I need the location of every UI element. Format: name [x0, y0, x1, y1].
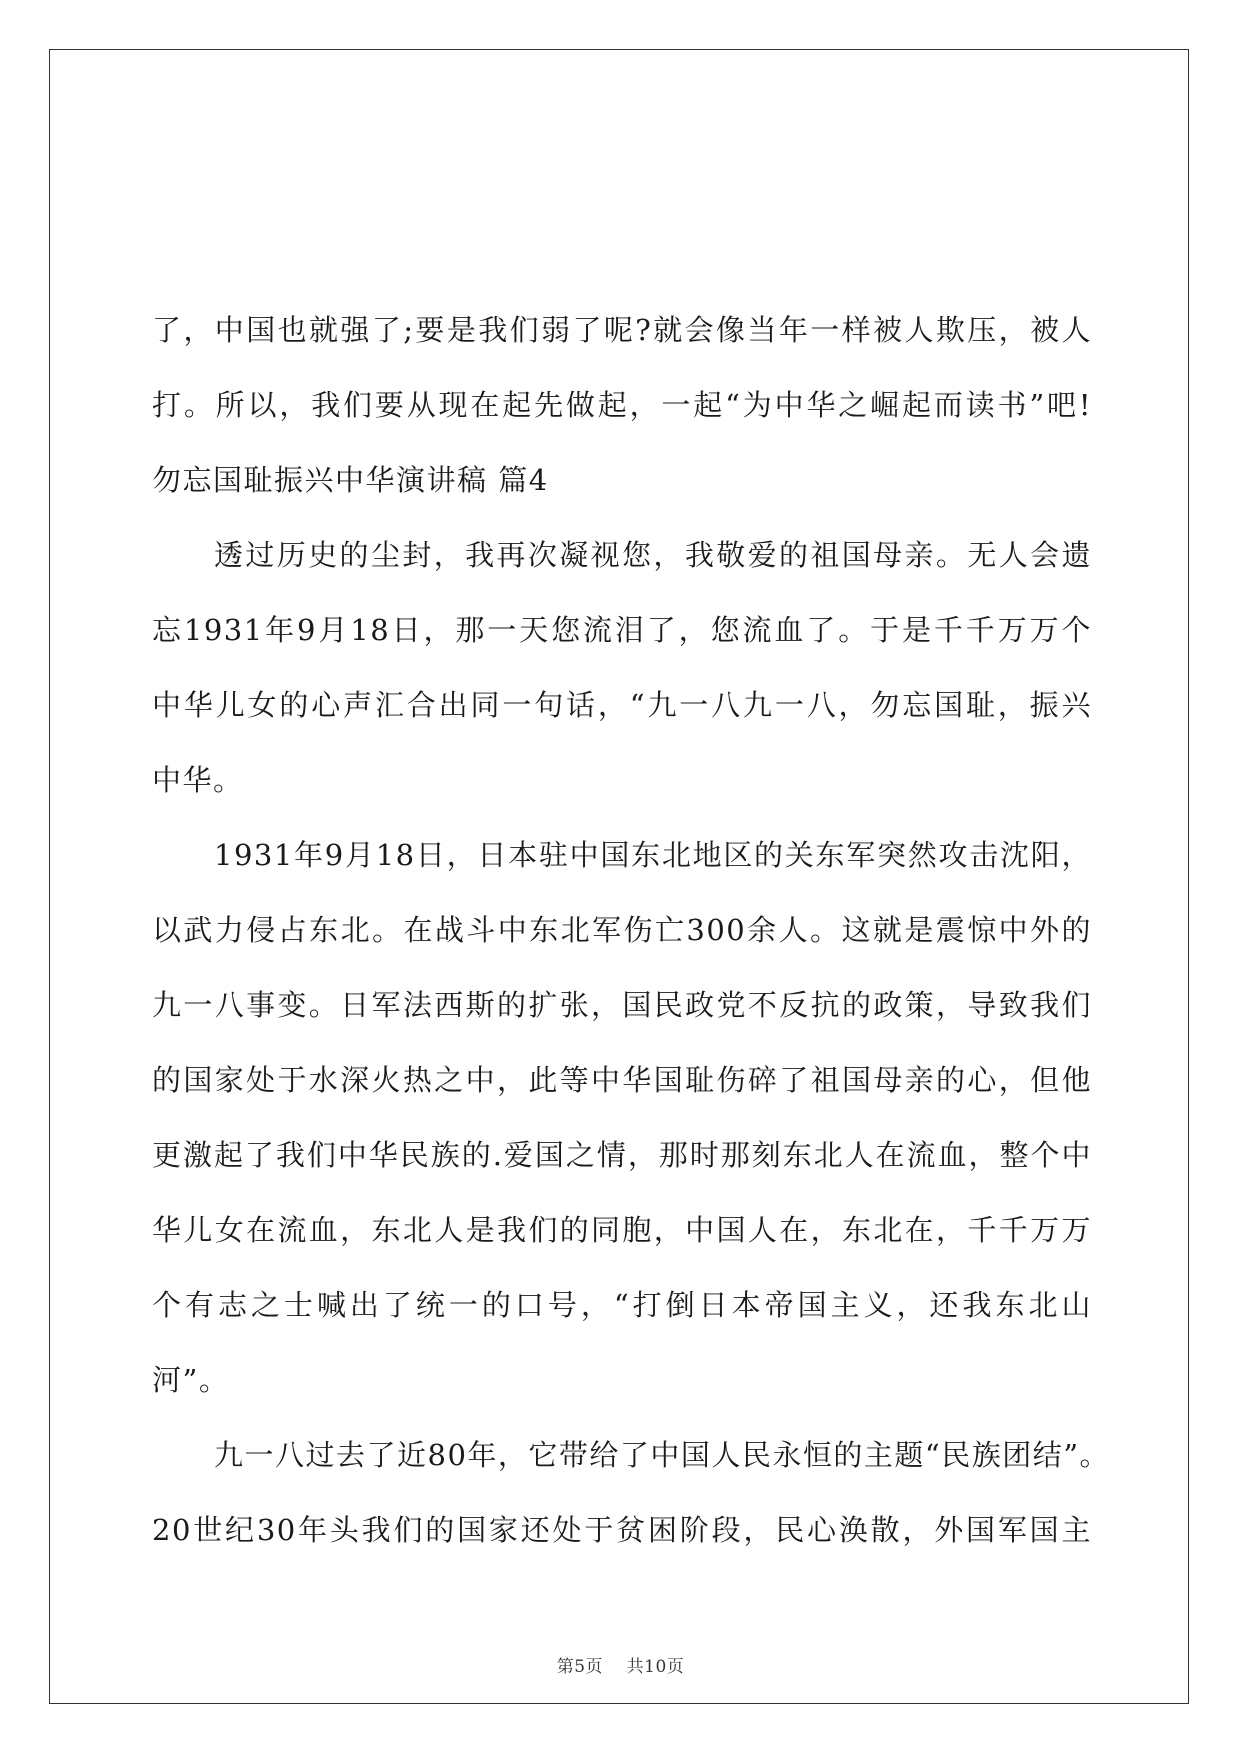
text-line: 华儿女在流血，东北人是我们的同胞，中国人在，东北在，千千万万 [152, 1213, 1092, 1247]
text-line: 20世纪30年头我们的国家还处于贫困阶段，民心涣散，外国军国主 [152, 1513, 1092, 1547]
text-line: 打。所以，我们要从现在起先做起，一起“为中华之崛起而读书”吧! [152, 388, 1092, 422]
text-line: 1931年9月18日，日本驻中国东北地区的关东军突然攻击沈阳， [214, 838, 1092, 872]
text-line: 更激起了我们中华民族的.爱国之情，那时那刻东北人在流血，整个中 [152, 1138, 1092, 1172]
text-line: 中华儿女的心声汇合出同一句话，“九一八九一八，勿忘国耻，振兴 [152, 688, 1092, 722]
text-line: 了，中国也就强了;要是我们弱了呢?就会像当年一样被人欺压，被人 [152, 313, 1092, 347]
text-line: 个有志之士喊出了统一的口号，“打倒日本帝国主义，还我东北山 [152, 1288, 1092, 1322]
text-line: 中华。 [152, 763, 244, 797]
text-line: 透过历史的尘封，我再次凝视您，我敬爱的祖国母亲。无人会遗 [214, 538, 1092, 572]
text-line: 忘1931年9月18日，那一天您流泪了，您流血了。于是千千万万个 [152, 613, 1092, 647]
text-line: 以武力侵占东北。在战斗中东北军伤亡300余人。这就是震惊中外的 [152, 913, 1092, 947]
text-line: 的国家处于水深火热之中，此等中华国耻伤碎了祖国母亲的心，但他 [152, 1063, 1092, 1097]
text-line: 九一八过去了近80年，它带给了中国人民永恒的主题“民族团结”。 [214, 1438, 1111, 1472]
page-number: 第5页 共10页 [556, 1657, 685, 1677]
section-heading: 勿忘国耻振兴中华演讲稿 篇4 [152, 463, 549, 497]
text-line: 九一八事变。日军法西斯的扩张，国民政党不反抗的政策，导致我们 [152, 988, 1092, 1022]
text-line: 河”。 [152, 1363, 230, 1397]
